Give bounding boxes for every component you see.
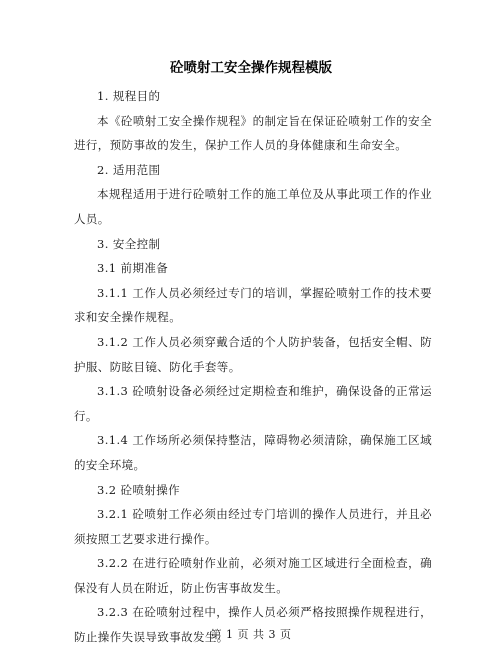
body-paragraph: 3.1.4 工作场所必须保持整洁，障碍物必须清除，确保施工区域的安全环境。 [74,433,432,472]
section-heading: 3. 安全控制 [97,236,161,251]
page-footer: 第 1 页 共 3 页 [210,628,292,641]
section-heading: 2. 适用范围 [97,162,161,177]
document-title: 砼喷射工安全操作规程模版 [170,60,332,76]
subsection-heading: 3.1 前期准备 [97,261,169,276]
body-paragraph: 本规程适用于进行砼喷射工作的施工单位及从事此项工作的作业人员。 [74,187,432,226]
body-paragraph: 3.2.2 在进行砼喷射作业前，必须对施工区域进行全面检查，确保没有人员在附近，防止伤害事故发生。 [74,556,432,595]
body-paragraph: 3.1.2 工作人员必须穿戴合适的个人防护装备，包括安全帽、防护服、防眩目镜、防化手套等。 [74,334,432,374]
body-paragraph: 3.2.3 在砼喷射过程中，操作人员必须严格按照操作规程进行，防止操作失误导致事故发生。 [74,605,432,645]
body-paragraph: 本《砼喷射工安全操作规程》的制定旨在保证砼喷射工作的安全进行，预防事故的发生，保护工作人员的身体健康和生命安全。 [74,113,432,153]
section-heading: 1. 规程目的 [97,89,161,103]
subsection-heading: 3.2 砼喷射操作 [97,482,181,497]
document-body [74,84,432,650]
body-paragraph: 3.2.1 砼喷射工作必须由经过专门培训的操作人员进行，并且必须按照工艺要求进行操作。 [74,507,432,546]
body-paragraph: 3.1.1 工作人员必须经过专门的培训，掌握砼喷射工作的技术要求和安全操作规程。 [74,285,432,325]
body-paragraph: 3.1.3 砼喷射设备必须经过定期检查和维护，确保设备的正常运行。 [74,384,432,423]
